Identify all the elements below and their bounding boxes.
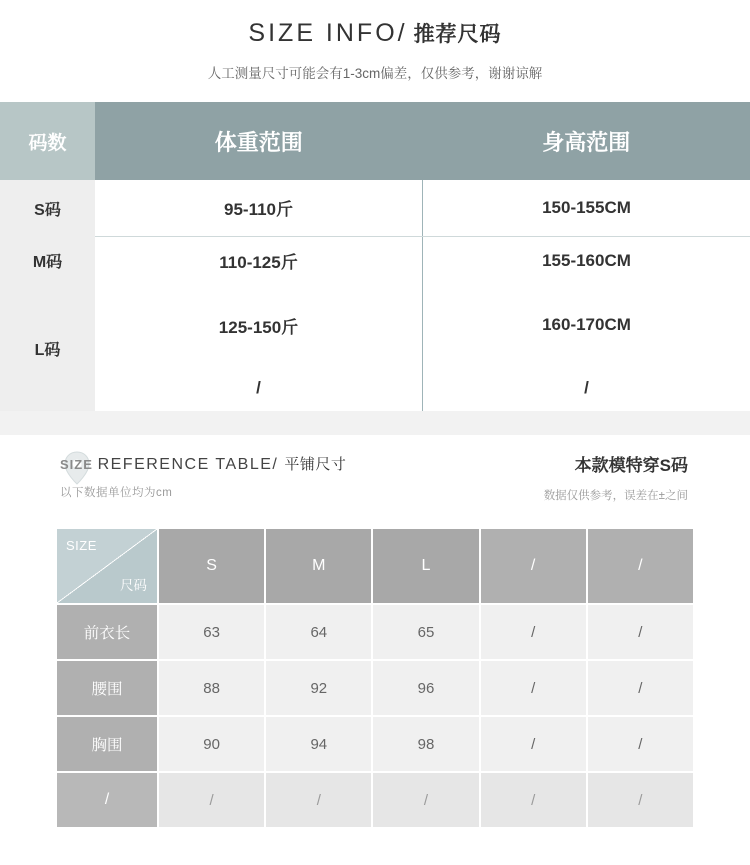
- table2-cell-2-1: 94: [266, 717, 371, 771]
- table2-col-4: /: [481, 529, 586, 603]
- table1-height-empty: /: [423, 365, 750, 411]
- table1-size-m: M码: [0, 236, 95, 285]
- table-row: [57, 717, 693, 771]
- table1-height-s: 150-155CM: [423, 180, 750, 236]
- table2-cell-0-0: 63: [159, 605, 264, 659]
- table1-size-s: S码: [0, 180, 95, 236]
- table2-cell-0-1: 64: [266, 605, 371, 659]
- ref-label-cn: 平铺尺寸: [284, 456, 347, 473]
- table2-row-label-0: 前衣长: [57, 605, 157, 659]
- table2-cell-3-2: /: [373, 773, 478, 827]
- table2-col-5: /: [588, 529, 693, 603]
- table-header-row: [57, 529, 693, 603]
- table-row: [0, 365, 750, 411]
- table-row: [57, 661, 693, 715]
- table1-header-height: 身高范围: [423, 102, 750, 180]
- table2-cell-3-3: /: [481, 773, 586, 827]
- table2-cell-3-4: /: [588, 773, 693, 827]
- table2-cell-2-2: 98: [373, 717, 478, 771]
- table-row: [0, 236, 750, 285]
- table-header-row: [0, 102, 750, 180]
- title-separator: /: [397, 19, 414, 47]
- table1-height-m: 155-160CM: [423, 236, 750, 285]
- table1-size-l: L码: [0, 285, 95, 411]
- table-row: [57, 773, 693, 827]
- table1-weight-l: 125-150斤: [95, 285, 423, 365]
- table2-col-m: M: [266, 529, 371, 603]
- table2-cell-1-2: 96: [373, 661, 478, 715]
- flat-measurement-table: [55, 527, 695, 829]
- flat-measurement-table-wrap: [0, 527, 750, 829]
- ref-unit-note: 以下数据单位均为cm: [60, 487, 173, 499]
- model-note-group: [544, 451, 688, 503]
- model-size-subnote: 数据仅供参考，误差在±之间: [543, 490, 688, 502]
- table2-cell-2-3: /: [481, 717, 586, 771]
- table-row: [0, 285, 750, 365]
- ref-label-sep: /: [272, 456, 285, 473]
- table1-weight-empty: /: [95, 365, 423, 411]
- table2-cell-0-2: 65: [373, 605, 478, 659]
- table2-cell-1-0: 88: [159, 661, 264, 715]
- table2-cell-1-4: /: [588, 661, 693, 715]
- table2-cell-2-4: /: [588, 717, 693, 771]
- table-row: [0, 180, 750, 236]
- title-cn: 推荐尺码: [413, 23, 502, 46]
- table2-cell-2-0: 90: [159, 717, 264, 771]
- table2-row-label-2: 胸围: [57, 717, 157, 771]
- table-row: [57, 605, 693, 659]
- table2-col-s: S: [159, 529, 264, 603]
- table2-cell-3-1: /: [266, 773, 371, 827]
- page-title: [0, 18, 750, 48]
- table2-corner-en: SIZE: [66, 538, 97, 553]
- table1-height-l: 160-170CM: [423, 285, 750, 365]
- table2-cell-0-4: /: [588, 605, 693, 659]
- ref-label-size: SIZE: [60, 457, 93, 472]
- table1-weight-m: 110-125斤: [95, 236, 423, 285]
- title-en: SIZE INFO: [248, 19, 398, 47]
- table2-cell-1-3: /: [481, 661, 586, 715]
- reference-label-group: [60, 453, 346, 500]
- table2-cell-1-1: 92: [266, 661, 371, 715]
- model-size-note: 本款模特穿S码: [574, 456, 688, 475]
- table2-cell-0-3: /: [481, 605, 586, 659]
- table2-corner-cell: [57, 529, 157, 603]
- table2-row-label-3: /: [57, 773, 157, 827]
- table1-header-size: 码数: [0, 102, 95, 180]
- table2-corner-cn: 尺码: [120, 578, 147, 593]
- table1-weight-s: 95-110斤: [95, 180, 423, 236]
- page-header: [0, 0, 750, 82]
- recommended-size-table: [0, 102, 750, 411]
- section-divider: [0, 411, 750, 435]
- table2-cell-3-0: /: [159, 773, 264, 827]
- table2-row-label-1: 腰围: [57, 661, 157, 715]
- page-subtitle: 人工测量尺寸可能会有1-3cm偏差，仅供参考，谢谢谅解: [207, 66, 543, 81]
- ref-label-en: REFERENCE TABLE: [97, 456, 273, 473]
- reference-table-header: [0, 435, 750, 527]
- table1-header-weight: 体重范围: [95, 102, 423, 180]
- table2-col-l: L: [373, 529, 478, 603]
